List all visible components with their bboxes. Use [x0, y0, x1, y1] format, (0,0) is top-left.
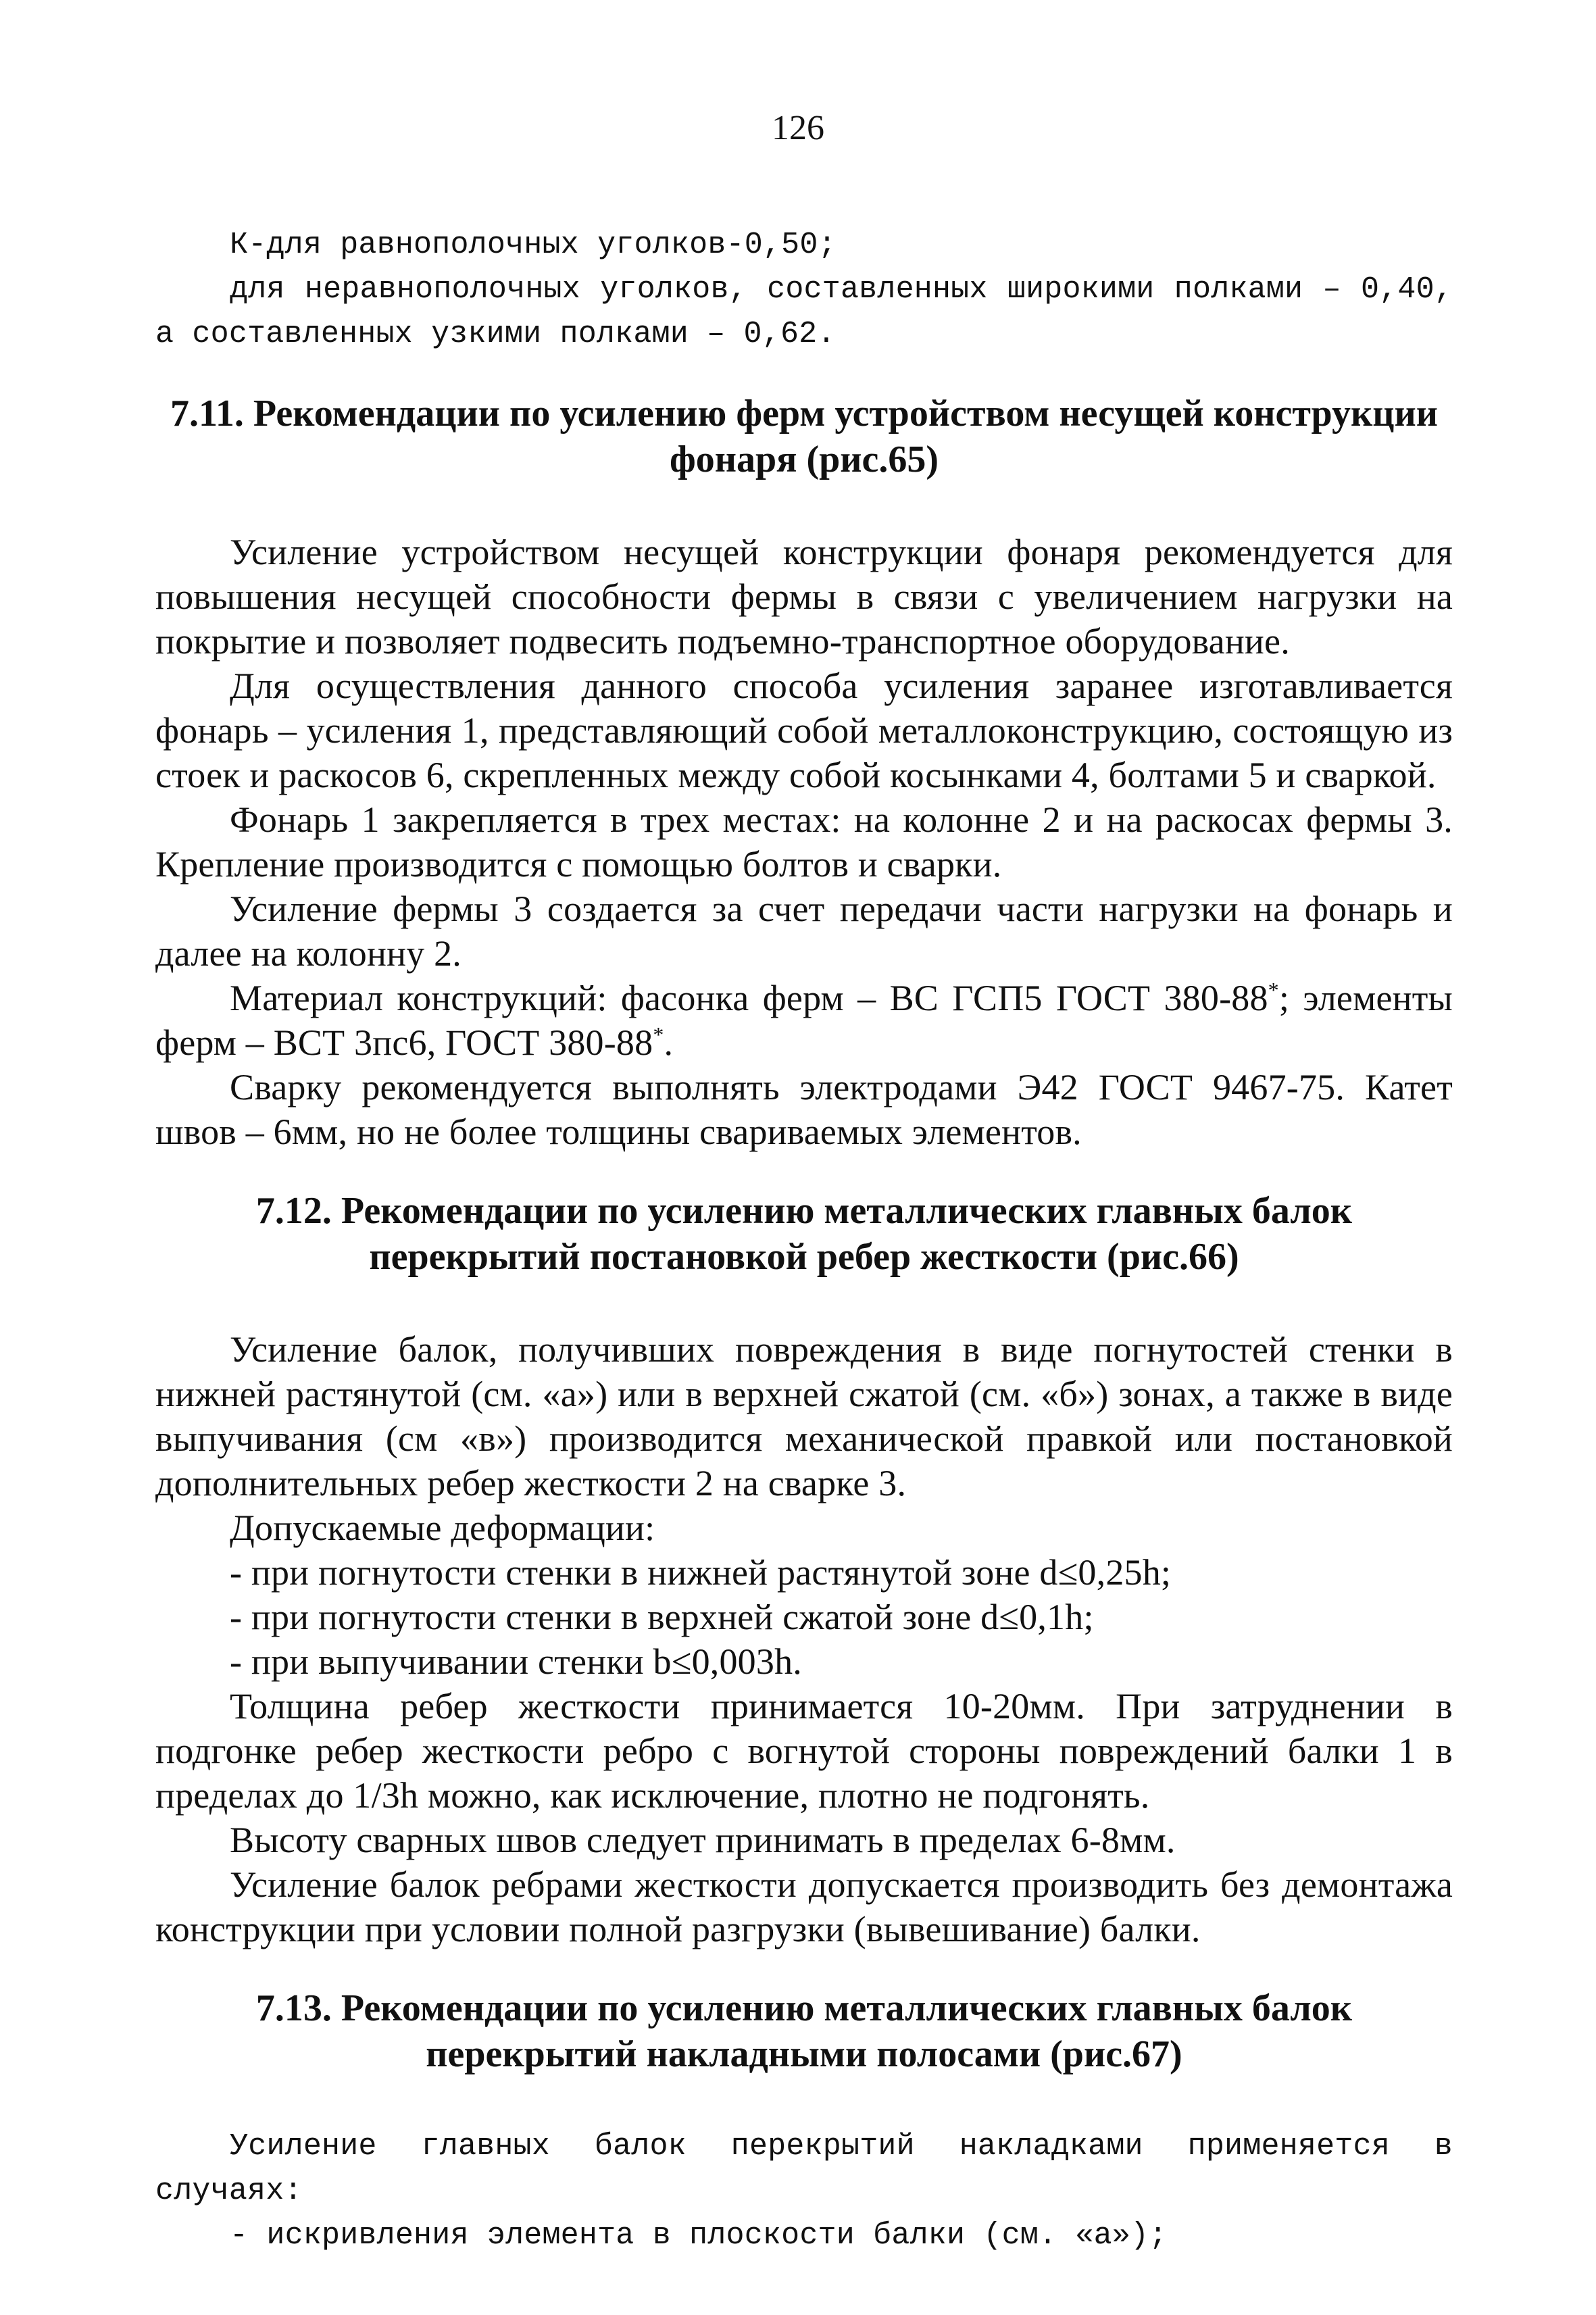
section-7-12-paragraph-3: Толщина ребер жесткости принимается 10-20мм. При затруднении в подгонке ребер жесткости ребро с вогнутой стороны повреждений балки 1 в пределах до 1/3h можно, как исключение, плотно не подгонять.: [155, 1686, 1453, 1816]
intro-line-1: К-для равнополочных уголков-0,50;: [230, 228, 837, 262]
deformation-item-1: - при погнутости стенки в нижней растянутой зоне d≤0,25h;: [230, 1552, 1172, 1593]
material-text-a: Материал конструкций: фасонка ферм – ВС ГСП5 ГОСТ 380-88: [230, 978, 1268, 1018]
section-7-12-paragraph-5: Усиление балок ребрами жесткости допускается производить без демонтажа конструкции при условии полной разгрузки (вывешивание) балки.: [155, 1864, 1453, 1949]
section-7-13-heading: 7.13. Рекомендации по усилению металлических главных балок перекрытий накладными полосами (рис.67): [255, 1987, 1353, 2075]
intro-line-2: для неравнополочных уголков, составленных широкими полками – 0,40, а составленных узкими полками – 0,62.: [155, 272, 1453, 351]
material-text-c: .: [664, 1022, 674, 1063]
material-text-b: ; элементы ферм – ВСТ 3пс6, ГОСТ 380-88: [155, 978, 1453, 1063]
section-7-12-paragraph-4: Высоту сварных швов следует принимать в пределах 6-8мм.: [230, 1820, 1176, 1860]
section-7-11-heading: 7.11. Рекомендации по усилению ферм устройством несущей конструкции фонаря (рис.65): [170, 393, 1439, 480]
section-7-11-paragraph-3: Фонарь 1 закрепляется в трех местах: на колонне 2 и на раскосах фермы 3. Крепление производится с помощью болтов и сварки.: [155, 799, 1453, 885]
material-footnote-mark-b: *: [653, 1022, 664, 1047]
material-footnote-mark-a: *: [1268, 978, 1279, 1002]
section-7-11-paragraph-1: Усиление устройством несущей конструкции фонаря рекомендуется для повышения несущей способности фермы в связи с увеличением нагрузки на покрытие и позволяет подвесить подъемно-транспортное оборудование.: [155, 532, 1453, 662]
page-content: [155, 223, 1453, 2258]
section-7-11-welding: Сварку рекомендуется выполнять электродами Э42 ГОСТ 9467-75. Катет швов – 6мм, но не более толщины свариваемых элементов.: [155, 1067, 1453, 1152]
section-7-11-paragraph-4: Усиление фермы 3 создается за счет передачи части нагрузки на фонарь и далее на колонну 2.: [155, 889, 1453, 974]
deformation-item-3: - при выпучивании стенки b≤0,003h.: [230, 1641, 802, 1682]
page-number: 126: [772, 109, 824, 147]
section-7-11-material: [155, 976, 1453, 1065]
section-7-12-paragraph-2: Допускаемые деформации:: [230, 1508, 655, 1548]
section-7-11-paragraph-2: Для осуществления данного способа усиления заранее изготавливается фонарь – усиления 1, представляющий собой металлоконструкцию, состоящую из стоек и раскосов 6, скрепленных между собой косынками 4, болтами 5 и сваркой.: [155, 666, 1453, 795]
deformation-item-2: - при погнутости стенки в верхней сжатой зоне d≤0,1h;: [230, 1597, 1094, 1637]
section-7-13-paragraph-2: - искривления элемента в плоскости балки (см. «а»);: [230, 2218, 1168, 2253]
section-7-13-paragraph-1: Усиление главных балок перекрытий накладками применяется в случаях:: [155, 2129, 1453, 2208]
section-7-12-paragraph-1: Усиление балок, получивших повреждения в виде погнутостей стенки в нижней растянутой (см. «а») или в верхней сжатой (см. «б») зонах, а также в виде выпучивания (см «в») производится механической правкой или постановкой дополнительных ребер жесткости 2 на сварке 3.: [155, 1329, 1453, 1503]
section-7-12-heading: 7.12. Рекомендации по усилению металлических главных балок перекрытий постановкой ребер жесткости (рис.66): [255, 1190, 1353, 1278]
